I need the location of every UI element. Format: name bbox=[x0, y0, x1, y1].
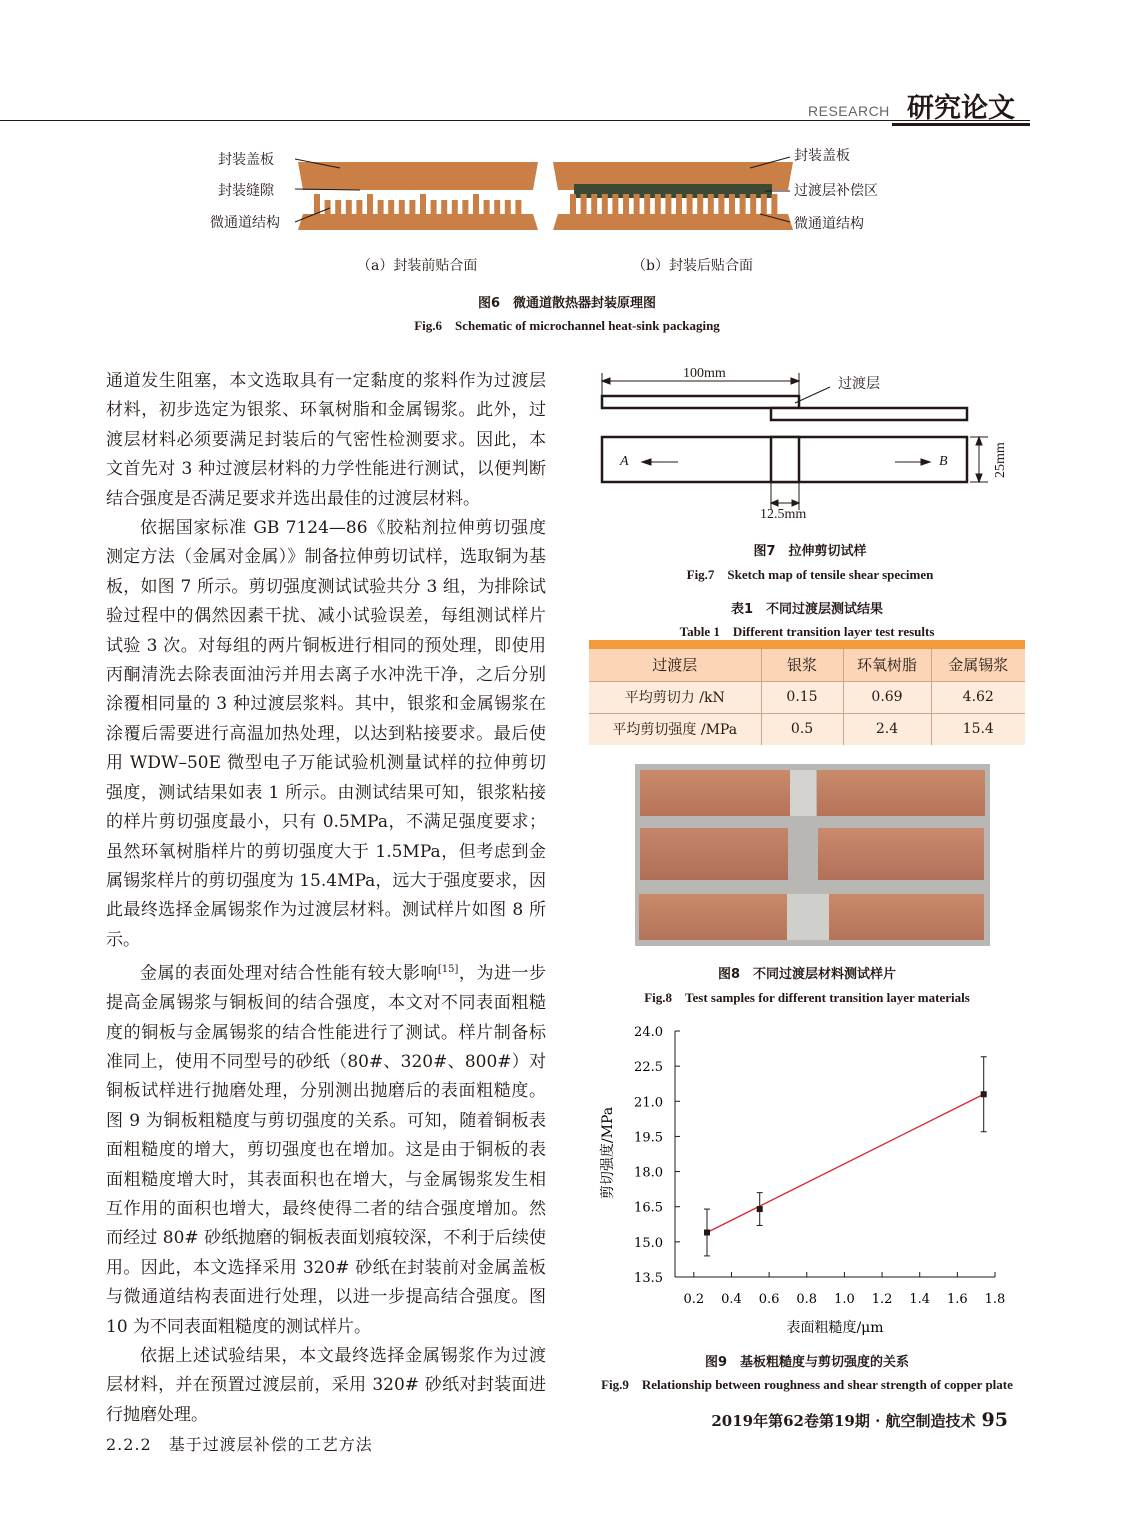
table-cell: 0.69 bbox=[843, 681, 931, 713]
fig6-fin bbox=[346, 200, 352, 214]
fig6-fin bbox=[761, 194, 767, 214]
fig6-fin bbox=[718, 194, 724, 214]
fig9-caption-cn: 图9 基板粗糙度与剪切强度的关系 bbox=[704, 1355, 910, 1370]
chart-x-tick-label: 0.4 bbox=[721, 1292, 742, 1307]
table-cell: 平均剪切强度 /MPa bbox=[589, 713, 761, 745]
fig6-fin bbox=[771, 194, 777, 214]
chart-x-tick-label: 1.4 bbox=[909, 1292, 931, 1307]
chart-x-tick-label: 1.6 bbox=[947, 1292, 968, 1307]
footer-journal: 2019年第62卷第19期 · 航空制造技术 bbox=[711, 1412, 976, 1430]
fig6-fin bbox=[729, 194, 735, 214]
fig6-fin bbox=[515, 200, 521, 214]
fig7-caption-cn: 图7 拉伸剪切试样 bbox=[753, 544, 867, 559]
fig8-caption-cn: 图8 不同过渡层材料测试样片 bbox=[717, 967, 897, 982]
fig7-caption-en: Fig.7 Sketch map of tensile shear specimen bbox=[686, 567, 934, 582]
paragraph-3-part-b: ，为进一步提高金属锡浆与铜板间的结合强度，本文对不同表面粗糙度的铜板与金属锡浆的结合性能进行了测试。样片制备标准同上，使用不同型号的砂纸（80#、320#、800#）对铜板试样进行抛磨处理，分别测出抛磨后的表面粗糙度。图 9 为铜板粗糙度与剪切强度的关系。可知，随着铜板表面粗糙度的增大，剪切强度也在增加。这是由于铜板的表面粗糙度增大时，其表面积也在增大，与金属锡浆发生相互作用的面积也增大，最终使得二者的结合强度增加。然而经过 80# 砂纸抛磨的铜板表面划痕较深，不利于后续使用。因此，本文选择采用 320# 砂纸在封装前对金属盖板与微通道结构表面进行处理，以进一步提高结合强度。图 10 为不同表面粗糙度的测试样片。 bbox=[106, 963, 547, 1337]
table1-header-epoxy: 环氧树脂 bbox=[843, 649, 931, 681]
chart-y-tick-label: 19.5 bbox=[634, 1130, 663, 1146]
chart-fit-line bbox=[707, 1094, 984, 1232]
chart-y-tick-label: 24.0 bbox=[634, 1025, 663, 1040]
chart-y-ticks bbox=[634, 1025, 680, 1286]
fig6-fin bbox=[687, 194, 693, 214]
fig7-layer-label: 过渡层 bbox=[838, 376, 880, 392]
paragraph-1: 通道发生阻塞，本文选取具有一定黏度的浆料作为过渡层材料，初步选定为银浆、环氧树脂和金属锡浆。此外，过渡层材料必须要满足封装后的气密性检测要求。因此，本文首先对 3 种过渡层材料的力学性能进行测试，以便判断结合强度是否满足要求并选出最佳的过渡层材料。 bbox=[106, 371, 546, 509]
fig7-dim-right-label: 25mm bbox=[993, 442, 1008, 478]
chart-x-tick-label: 1.8 bbox=[984, 1292, 1006, 1307]
fig9-chart bbox=[590, 1015, 1030, 1345]
fig6-fin bbox=[570, 194, 576, 214]
fig6-fin bbox=[462, 200, 468, 214]
fig6-fin bbox=[634, 194, 640, 214]
fig6-fin bbox=[420, 194, 426, 214]
citation-15[interactable]: [15] bbox=[437, 964, 459, 976]
chart-x-label: 表面粗糙度/μm bbox=[786, 1320, 884, 1336]
fig6-fin bbox=[335, 200, 341, 214]
chart-point bbox=[981, 1091, 987, 1097]
table1-header-layer: 过渡层 bbox=[589, 649, 761, 681]
paragraph-4: 依据上述试验结果，本文最终选择金属锡浆作为过渡层材料，并在预置过渡层前，采用 320# 砂纸对封装面进行抛磨处理。 bbox=[106, 1346, 546, 1425]
page-number: 95 bbox=[981, 1409, 1008, 1431]
fig6-fin bbox=[494, 200, 500, 214]
chart-y-tick-label: 16.5 bbox=[634, 1200, 663, 1216]
fig6-caption-cn: 图6 微通道散热器封装原理图 bbox=[477, 296, 657, 311]
fig8-sample-3-right bbox=[829, 894, 984, 940]
table1-caption-en: Table 1 Different transition layer test results bbox=[679, 624, 935, 639]
table-cell: 平均剪切力 /kN bbox=[589, 681, 761, 713]
table-cell: 15.4 bbox=[931, 713, 1025, 745]
fig9-caption-en: Fig.9 Relationship between roughness and shear strength of copper plate bbox=[601, 1377, 1013, 1392]
fig6-fin bbox=[452, 200, 458, 214]
fig6-fin bbox=[697, 194, 703, 214]
fig6-right-microchannel-base bbox=[553, 214, 793, 230]
fig6-fin bbox=[505, 200, 511, 214]
fig6-fin bbox=[314, 194, 320, 214]
fig7-overlap-zone bbox=[771, 437, 799, 482]
chart-x-tick-label: 0.2 bbox=[683, 1292, 705, 1307]
fig6-fin bbox=[431, 200, 437, 214]
fig8-sample-3-left bbox=[639, 894, 787, 940]
fig6-left-cover-plate bbox=[298, 162, 538, 190]
fig6-fin bbox=[750, 194, 756, 214]
section-heading-2-2-2: 2.2.2 基于过渡层补偿的工艺方法 bbox=[106, 1435, 373, 1455]
fig6-label-channel-left: 微通道结构 bbox=[210, 215, 280, 231]
fig6-fin bbox=[644, 194, 650, 214]
fig8-sample-1-left bbox=[640, 770, 790, 816]
fig6-fin bbox=[602, 194, 608, 214]
fig6-left-microchannel-base bbox=[298, 214, 538, 230]
fig6-fin bbox=[612, 194, 618, 214]
chart-y-tick-label: 13.5 bbox=[634, 1271, 663, 1286]
fig8-sample-2-left bbox=[640, 828, 788, 880]
fig6-fin bbox=[378, 200, 384, 214]
chart-x-tick-label: 0.6 bbox=[758, 1292, 780, 1307]
fig6-caption-en: Fig.6 Schematic of microchannel heat-sink packaging bbox=[414, 318, 720, 333]
fig6-label-cover-right: 封装盖板 bbox=[794, 148, 850, 164]
fig6-fin bbox=[388, 200, 394, 214]
fig8-sample-2-right bbox=[818, 828, 984, 880]
fig7-diagram bbox=[590, 365, 1030, 515]
fig8-photo bbox=[635, 764, 990, 946]
chart-point bbox=[704, 1229, 710, 1235]
table-row bbox=[589, 681, 1025, 713]
fig6-fin bbox=[655, 194, 661, 214]
fig8-caption-en: Fig.8 Test samples for different transition layer materials bbox=[644, 990, 970, 1005]
fig7-dim-bottom-label: 12.5mm bbox=[760, 507, 807, 522]
chart-x-tick-label: 0.8 bbox=[796, 1292, 818, 1307]
page-footer bbox=[711, 1409, 1008, 1431]
chart-y-tick-label: 21.0 bbox=[634, 1095, 663, 1111]
fig6-fin bbox=[623, 194, 629, 214]
fig6-fin bbox=[367, 194, 373, 214]
fig8-sample-3-layer bbox=[787, 894, 829, 940]
fig6-fin bbox=[399, 200, 405, 214]
table1-header-silver: 银浆 bbox=[761, 649, 843, 681]
body-text bbox=[106, 367, 546, 1460]
chart-y-tick-label: 18.0 bbox=[634, 1165, 663, 1181]
fig6-right-assembly bbox=[553, 162, 793, 230]
chart-points bbox=[704, 1057, 987, 1256]
header-research-label: RESEARCH bbox=[808, 103, 890, 119]
fig6-label-gap-left: 封装缝隙 bbox=[218, 183, 274, 199]
chart-y-tick-label: 15.0 bbox=[634, 1235, 663, 1251]
fig8-sample-1-layer bbox=[790, 770, 816, 816]
table-cell: 2.4 bbox=[843, 713, 931, 745]
fig6-fin bbox=[441, 200, 447, 214]
chart-x-tick-label: 1.0 bbox=[834, 1292, 855, 1307]
chart-point bbox=[757, 1206, 763, 1212]
fig6-fin bbox=[591, 194, 597, 214]
fig7-label-a: A bbox=[620, 454, 629, 469]
fig6-fin bbox=[325, 200, 331, 214]
fig6-fin bbox=[581, 194, 587, 214]
fig6-fin bbox=[708, 194, 714, 214]
paragraph-2: 依据国家标准 GB 7124—86《胶粘剂拉伸剪切强度测定方法（金属对金属）》制备拉伸剪切试样，选取铜为基板，如图 7 所示。剪切强度测试试验共分 3 组，为排除试验过程中的偶然因素干扰、减小试验误差，每组测试样片试验 3 次。对每组的两片铜板进行相同的预处理，即使用丙酮清洗去除表面油污并用去离子水冲洗干净，之后分别涂覆相同量的 3 种过渡层浆料。其中，银浆和金属锡浆在涂覆后需要进行高温加热处理，以达到粘接要求。最后使用 WDW–50E 微型电子万能试验机测量试样的拉伸剪切强度，测试结果如表 1 所示。由测试结果可知，银浆粘接的样片剪切强度最小，只有 0.5MPa，不满足强度要求；虽然环氧树脂样片的剪切强度大于 1.5MPa，但考虑到金属锡浆样片的剪切强度为 15.4MPa，远大于强度要求，因此最终选择金属锡浆作为过渡层材料。测试样片如图 8 所示。 bbox=[106, 518, 546, 950]
fig6-subcaption-a: （a）封装前贴合面 bbox=[357, 258, 478, 274]
chart-y-tick-label: 22.5 bbox=[634, 1060, 663, 1076]
table-row bbox=[589, 713, 1025, 745]
fig8-sample-1-right bbox=[817, 770, 985, 816]
fig7-label-b: B bbox=[939, 454, 948, 469]
chart-y-label: 剪切强度/MPa bbox=[600, 1106, 616, 1200]
fig7-side-plate-right bbox=[771, 408, 967, 420]
fig6-left-fins bbox=[314, 194, 521, 214]
fig6-fin bbox=[740, 194, 746, 214]
fig6-fin bbox=[484, 200, 490, 214]
fig6-fin bbox=[409, 200, 415, 214]
fig6-label-compensation-right: 过渡层补偿区 bbox=[794, 183, 878, 199]
figure-6 bbox=[0, 140, 1134, 340]
fig6-left-assembly bbox=[298, 162, 538, 230]
table-cell: 4.62 bbox=[931, 681, 1025, 713]
fig7-dim-top-label: 100mm bbox=[683, 366, 726, 381]
table1-header-tin: 金属锡浆 bbox=[931, 649, 1025, 681]
fig6-label-channel-right: 微通道结构 bbox=[794, 216, 864, 232]
fig6-label-cover-left: 封装盖板 bbox=[218, 152, 274, 168]
fig7-side-plate-left bbox=[602, 396, 799, 408]
fig6-subcaption-b: （b）封装后贴合面 bbox=[632, 258, 753, 274]
table-cell: 0.15 bbox=[761, 681, 843, 713]
paragraph-3 bbox=[106, 955, 546, 1342]
table1-caption-cn: 表1 不同过渡层测试结果 bbox=[730, 602, 884, 617]
fig6-fin bbox=[676, 194, 682, 214]
fig6-fin bbox=[356, 200, 362, 214]
table-cell: 0.5 bbox=[761, 713, 843, 745]
chart-x-tick-label: 1.2 bbox=[871, 1292, 893, 1307]
paragraph-3-part-a: 金属的表面处理对结合性能有较大影响 bbox=[140, 963, 438, 984]
fig6-fin bbox=[665, 194, 671, 214]
figure-7 bbox=[590, 365, 1030, 585]
header-section-title: 研究论文 bbox=[892, 84, 1030, 126]
table-1 bbox=[589, 640, 1025, 745]
header-rule bbox=[0, 120, 1030, 121]
fig6-fin bbox=[473, 194, 479, 214]
